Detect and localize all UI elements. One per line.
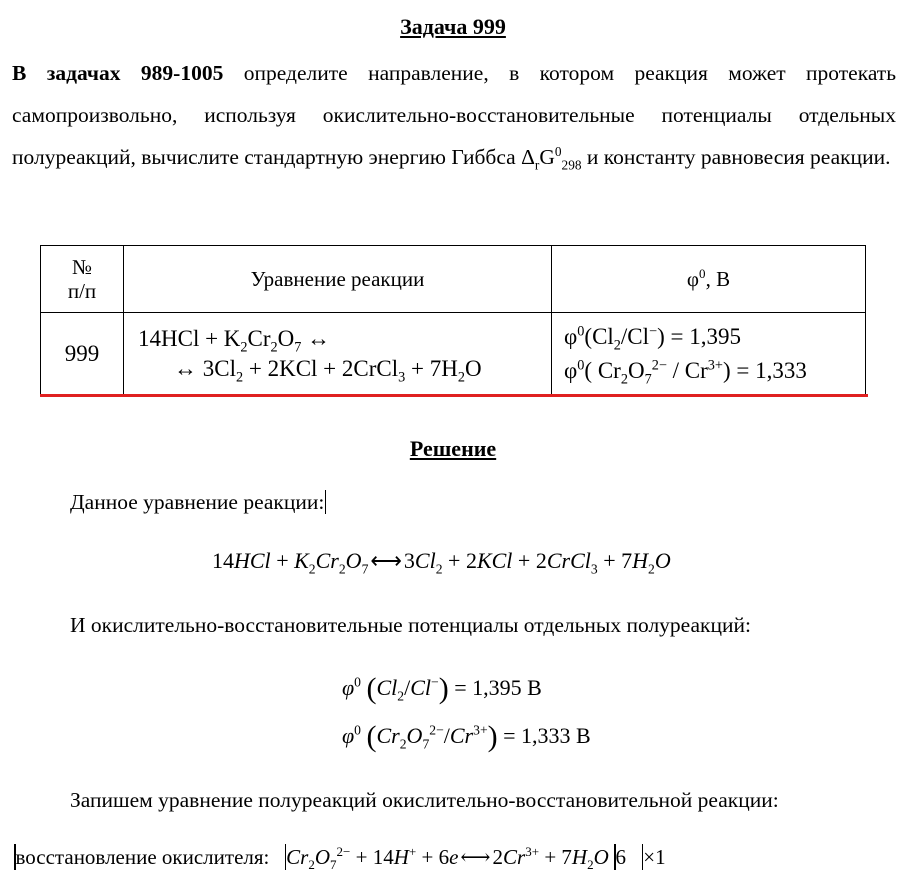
solution-p2: И окислительно-восстановительные потенциалы отдельных полуреакций: xyxy=(70,613,751,637)
intro-text-b: и константу равновесия реакции. xyxy=(581,145,891,169)
half-reaction-row: восстановление окислителя: $Cr_2O_7^{2-} + 14H^+$ + $6e⟷2Cr^{3+} + 7H_2O$ 6 ×1 xyxy=(15,844,666,872)
row-potentials: $\varphi^0(Cl_2/Cl^-) = 1,395$ $\varphi^0$( $Cr_2O_7^{2-} / Cr^{3+}) = 1,333$ xyxy=(552,313,866,395)
task-intro xyxy=(12,52,896,178)
gibbs-symbol: $\Delta_rG^0_{298}$ xyxy=(521,143,582,173)
solution-p3: Запишем уравнение полуреакций окислительно-восстановительной реакции: xyxy=(70,788,779,812)
potential-2: $\varphi^0$ $(Cr_2O_7^{2-}/Cr^{3+}) = 1,333$ В xyxy=(342,720,591,753)
task-title: Задача 999 xyxy=(400,14,506,39)
half-factor: ×1 xyxy=(643,845,666,869)
intro-bold: В задачах 989-1005 xyxy=(12,61,224,85)
intro-text-a: определите направление, в котором реакция может протекать самопроизвольно, используя окислительно-восстановительные потенциалы отдельных полуреакций, вычислите стандартную энергию Гиббса xyxy=(12,61,897,169)
solution-p1: Данное уравнение реакции: xyxy=(70,490,325,514)
row-num: 999 xyxy=(41,313,124,395)
header-num: № п/п xyxy=(41,246,124,313)
potential-1: $\varphi^0$ $(Cl_2/Cl^-) = 1,395$ В xyxy=(342,672,542,705)
reaction-equation: $14HCl + K_2Cr_2O_7⟷3Cl_2 + 2KCl$ + 2CrCl$_3$ + $7H_2O$ xyxy=(212,548,671,577)
table-bottom-line xyxy=(40,394,868,397)
half-label: восстановление окислителя: xyxy=(15,845,270,869)
half-electrons: 6 xyxy=(615,845,627,869)
task-table xyxy=(40,245,866,395)
header-potential: $\varphi^0$, В xyxy=(552,246,866,313)
header-equation: Уравнение реакции xyxy=(124,246,552,313)
solution-title: Решение xyxy=(409,436,497,461)
row-equation: $14HCl + K_2Cr_2O_7$ ↔ ↔ $3Cl_2 + 2KCl$ + 2CrCl$_3$ + $7H_2O$ xyxy=(124,313,552,395)
text-cursor xyxy=(325,490,326,514)
